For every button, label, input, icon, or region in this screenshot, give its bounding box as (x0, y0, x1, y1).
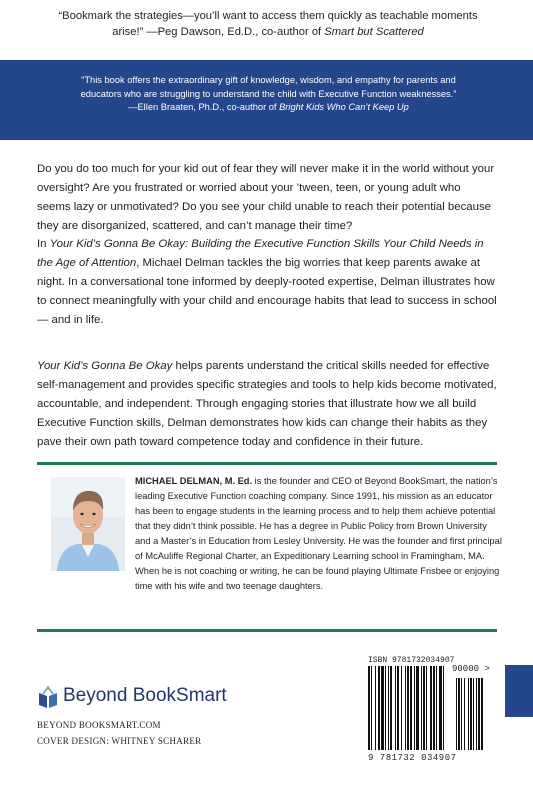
barcode-bar (395, 666, 396, 750)
author-bio (135, 474, 503, 594)
barcode-addon-bar (458, 678, 460, 750)
barcode-bar (407, 666, 409, 750)
barcode-addon-bar (464, 678, 465, 750)
isbn-label: ISBN 9781732034907 (368, 656, 455, 665)
band-quote-attribution (46, 101, 491, 115)
cover-design-credit: COVER DESIGN: WHITNEY SCHARER (37, 736, 202, 746)
author-name: MICHAEL DELMAN, M. Ed. (135, 476, 253, 486)
barcode-addon-bar (470, 678, 472, 750)
band-quote-line-2: educators who are struggling to understand the child with Executive Function weaknesses.” (80, 88, 457, 99)
para3-rest: helps parents understand the critical skills needed for effective self-management and provides specific strategies and tools to help kids become motivated, accountable, and independent. Through engaging stories that illustrate how we all build Executive Function skills, Delman demonstrates how kids can change their habits as they pave their own path toward competence today and confidence in their future. (37, 360, 497, 448)
band-quote-line-1: “This book offers the extraordinary gift of knowledge, wisdom, and empathy for parents and (81, 75, 456, 85)
description-paragraph-1: Do you do too much for your kid out of fear they will never make it in the world without your oversight? Are you frustrated or worried about your ’tween, teen, or young adult who seems lazy or unmotivated? Do you see your child unable to reach their potential because they are disorganized, scattered, and can’t manage their time? (37, 163, 495, 232)
band-quote-book-title: Bright Kids Who Can’t Keep Up (279, 102, 409, 112)
description-paragraph-2 (37, 235, 497, 330)
barcode-bar (381, 666, 384, 750)
book-logo-icon (37, 685, 59, 709)
barcode-bar (433, 666, 435, 750)
barcode-bar (368, 666, 370, 750)
publisher-logo (37, 683, 277, 709)
spine-color-tab (505, 665, 533, 717)
barcode-digits: 9 781732 034907 (368, 753, 457, 763)
band-quote (46, 74, 491, 115)
barcode-bar (416, 666, 419, 750)
price-code: 90000 > (452, 664, 490, 674)
barcode-bar (436, 666, 437, 750)
top-quote-text: “Bookmark the strategies—you’ll want to access them quickly as teachable moments arise!” —Peg Dawson, Ed.D., co-author of (58, 10, 478, 38)
para2-book-title: Your Kid’s Gonna Be Okay: Building the Executive Function Skills Your Child Needs in the Age of Attention (37, 238, 484, 269)
description-paragraph-3 (37, 357, 497, 452)
author-photo (51, 477, 125, 571)
barcode-addon-bar (476, 678, 477, 750)
barcode-addon-bar (461, 678, 462, 750)
barcode-bar (401, 666, 402, 750)
divider-bottom (37, 629, 497, 632)
barcode-bar (426, 666, 427, 750)
barcode-bar (388, 666, 389, 750)
barcode-bar (378, 666, 380, 750)
barcode-bars (360, 664, 505, 754)
para2-lead: In (37, 238, 50, 250)
para2-rest: , Michael Delman tackles the big worries that keep parents awake at night. In a conversational tone informed by deeply-rooted expertise, Delman illustrates how to connect meaningfully with your child and encourage habits that lead to success in school — and in life. (37, 257, 497, 326)
barcode-bar (375, 666, 376, 750)
endorsement-band (0, 60, 533, 140)
barcode-bar (390, 666, 392, 750)
barcode-bar (421, 666, 422, 750)
barcode-bar (443, 666, 444, 750)
barcode-bar (439, 666, 442, 750)
publisher-name: Beyond BookSmart (63, 685, 227, 706)
top-quote-book-title: Smart but Scattered (324, 26, 424, 38)
barcode-addon-bar (481, 678, 483, 750)
barcode-bar (423, 666, 425, 750)
barcode-addon-bar (478, 678, 480, 750)
barcode-bar (385, 666, 386, 750)
top-endorsement-quote (48, 8, 488, 40)
barcode-addon-bar (456, 678, 457, 750)
author-bio-text: is the founder and CEO of Beyond BookSmart, the nation’s leading Executive Function coaching company. Since 1991, his mission as an educator has been to engage students in the learning process and to help them achieve potential that they didn’t think possible. He has a degree in Public Policy from Brown University and a Master’s in Education from Lesley University. He was the founder and first principal of McAuliffe Regional Charter, an Expeditionary Learning school in Framingham, MA. When he is not coaching or writing, he can be found playing Ultimate Frisbee or enjoying time with his wife and two teenage daughters. (135, 476, 502, 591)
para3-book-title: Your Kid’s Gonna Be Okay (37, 360, 173, 372)
barcode-bar (414, 666, 415, 750)
barcode-bar (397, 666, 399, 750)
barcode-addon-bar (473, 678, 474, 750)
barcode (360, 664, 505, 754)
divider-top (37, 462, 497, 465)
barcode-addon-bar (468, 678, 469, 750)
barcode-bar (430, 666, 432, 750)
band-quote-author: —Ellen Braaten, Ph.D., co-author of (128, 102, 280, 112)
barcode-bar (371, 666, 372, 750)
publisher-website: BEYOND BOOKSMART.COM (37, 720, 161, 730)
author-portrait-illustration (51, 477, 125, 571)
barcode-bar (410, 666, 412, 750)
barcode-bar (405, 666, 406, 750)
